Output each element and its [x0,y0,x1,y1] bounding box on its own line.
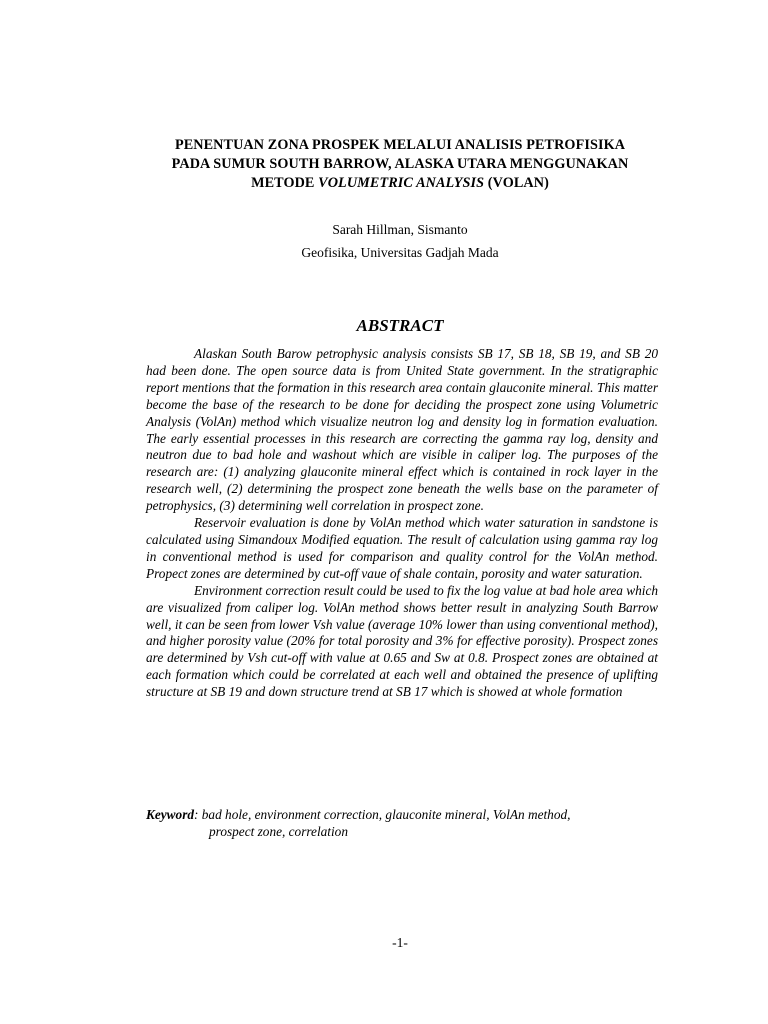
title-line-3-suffix: (VOLAN) [484,175,549,191]
keyword-line-1 [146,806,658,823]
page-number: -1- [392,935,408,950]
keyword-list-2: prospect zone, correlation [209,824,348,839]
abstract-paragraph-3: Environment correction result could be used to fix the log value at bad hole area which are visualized from caliper log. VolAn method shows better result in analyzing South Barrow well, it can be seen from lower Vsh value (average 10% lower than using conventional method), and higher porosity value (20% for total porosity and 3% for effective porosity). Prospect zones are determined by Vsh cut-off with value at 0.65 and Sw at 0.8. Prospect zones are obtained at each formation which could be correlated at each well and obtained the presence of uplifting structure at SB 19 and down structure trend at SB 17 which is showed at whole formation [146,582,658,700]
keyword-label: Keyword [146,807,195,822]
paper-title [120,136,680,193]
abstract-heading: ABSTRACT [356,316,444,335]
authors: Sarah Hillman, Sismanto [332,222,468,237]
title-line-3-italic: VOLUMETRIC ANALYSIS [318,175,485,191]
keywords [146,806,658,840]
title-line-2: PADA SUMUR SOUTH BARROW, ALASKA UTARA MENGGUNAKAN [171,156,629,172]
abstract-paragraph-2: Reservoir evaluation is done by VolAn method which water saturation in sandstone is calculated using Simandoux Modified equation. The result of calculation using gamma ray log in conventional method is used for comparison and quality control for the VolAn method. Propect zones are determined by cut-off vaue of shale contain, porosity and water saturation. [146,515,658,581]
keyword-colon: : [194,807,199,822]
title-line-1: PENENTUAN ZONA PROSPEK MELALUI ANALISIS PETROFISIKA [174,137,626,153]
affiliation: Geofisika, Universitas Gadjah Mada [301,245,499,260]
abstract-paragraph-1: Alaskan South Barow petrophysic analysis consists SB 17, SB 18, SB 19, and SB 20 had been done. The open source data is from United State government. In the stratigraphic report mentions that the formation in this research area contain glauconite mineral. This matter become the base of the research to be done for deciding the prospect zone using Volumetric Analysis (VolAn) method which visualize neutron log and density log in formation evaluation. The early essential processes in this research are correcting the gamma ray log, density and neutron due to bad hole and washout which are visible in caliper log. The purposes of the research are: (1) analyzing glauconite mineral effect which is contained in rock layer in the research well, (2) determining the prospect zone beneath the wells base on the parameter of petrophysics, (3) determining well correlation in prospect zone. [146,346,658,514]
abstract-body [146,346,658,701]
keyword-list-1: bad hole, environment correction, glauconite mineral, VolAn method, [198,807,571,822]
title-line-3 [120,174,680,193]
title-line-3-prefix: METODE [251,175,319,191]
